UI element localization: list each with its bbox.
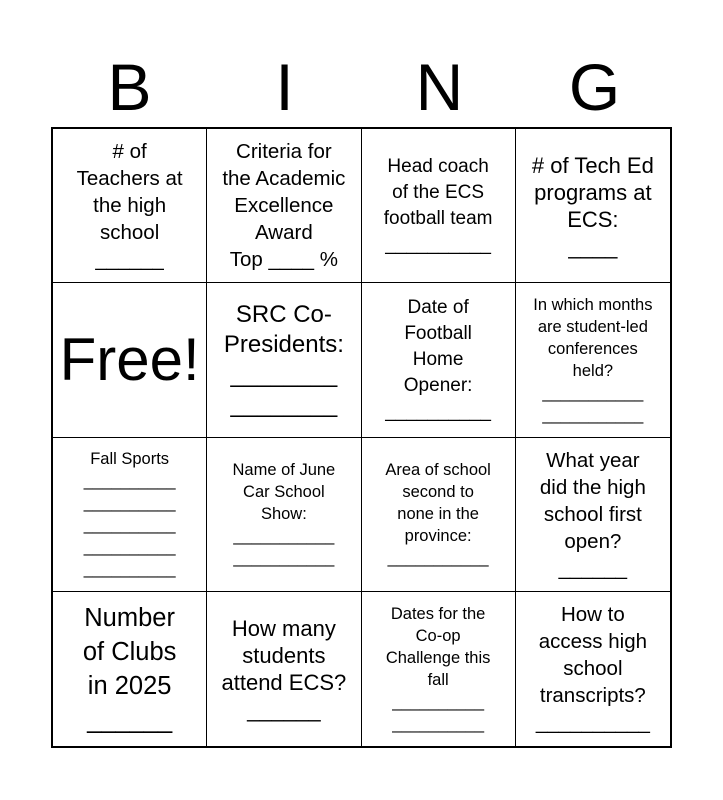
cell-text: Date of Football Home Opener: __________: [385, 296, 491, 422]
bingo-cell[interactable]: [516, 438, 670, 592]
bingo-cell[interactable]: [362, 438, 516, 592]
bingo-cell[interactable]: [362, 592, 516, 746]
bingo-board: [51, 127, 672, 748]
header-letter-g: G: [568, 50, 621, 124]
cell-text: What year did the high school first open? ______: [539, 448, 646, 580]
bingo-cell[interactable]: [207, 129, 361, 283]
bingo-header: [52, 52, 672, 122]
free-space-cell[interactable]: [53, 283, 207, 437]
bingo-cell[interactable]: [53, 438, 207, 592]
cell-text: Criteria for the Academic Excellence Award Top ____ %: [222, 140, 346, 272]
bingo-cell[interactable]: [362, 283, 516, 437]
header-letter-i: I: [275, 50, 294, 124]
cell-text: Area of school second to none in the province: ___________: [385, 461, 491, 568]
header-letter-n: N: [415, 50, 464, 124]
bingo-cell[interactable]: [362, 129, 516, 283]
bingo-cell[interactable]: [53, 592, 207, 746]
cell-text: # of Tech Ed programs at ECS: ____: [531, 152, 654, 259]
cell-text: How to access high school transcripts? __________: [535, 603, 650, 735]
cell-text: SRC Co- Presidents: ________ ________: [223, 300, 344, 418]
cell-text: Number of Clubs in 2025 ______: [82, 603, 177, 734]
bingo-cell[interactable]: [516, 283, 670, 437]
cell-text: Head coach of the ECS football team __________: [383, 155, 493, 255]
cell-text: Name of June Car School Show: ___________ ___________: [232, 461, 336, 568]
bingo-cell[interactable]: [53, 129, 207, 283]
cell-text: # of Teachers at the high school ______: [76, 140, 183, 272]
bingo-cell[interactable]: [516, 129, 670, 283]
bingo-cell[interactable]: [207, 592, 361, 746]
bingo-cell[interactable]: [207, 283, 361, 437]
cell-text: Fall Sports __________ __________ __________ __________ __________: [83, 450, 176, 579]
header-letter-b: B: [107, 50, 152, 124]
free-space-text: Free!: [59, 325, 200, 393]
bingo-cell[interactable]: [207, 438, 361, 592]
cell-text: In which months are student-led conferences held? ___________ ___________: [533, 295, 653, 424]
cell-text: Dates for the Co-op Challenge this fall __________ __________: [385, 604, 491, 733]
cell-text: How many students attend ECS? ______: [221, 615, 347, 722]
bingo-cell[interactable]: [516, 592, 670, 746]
